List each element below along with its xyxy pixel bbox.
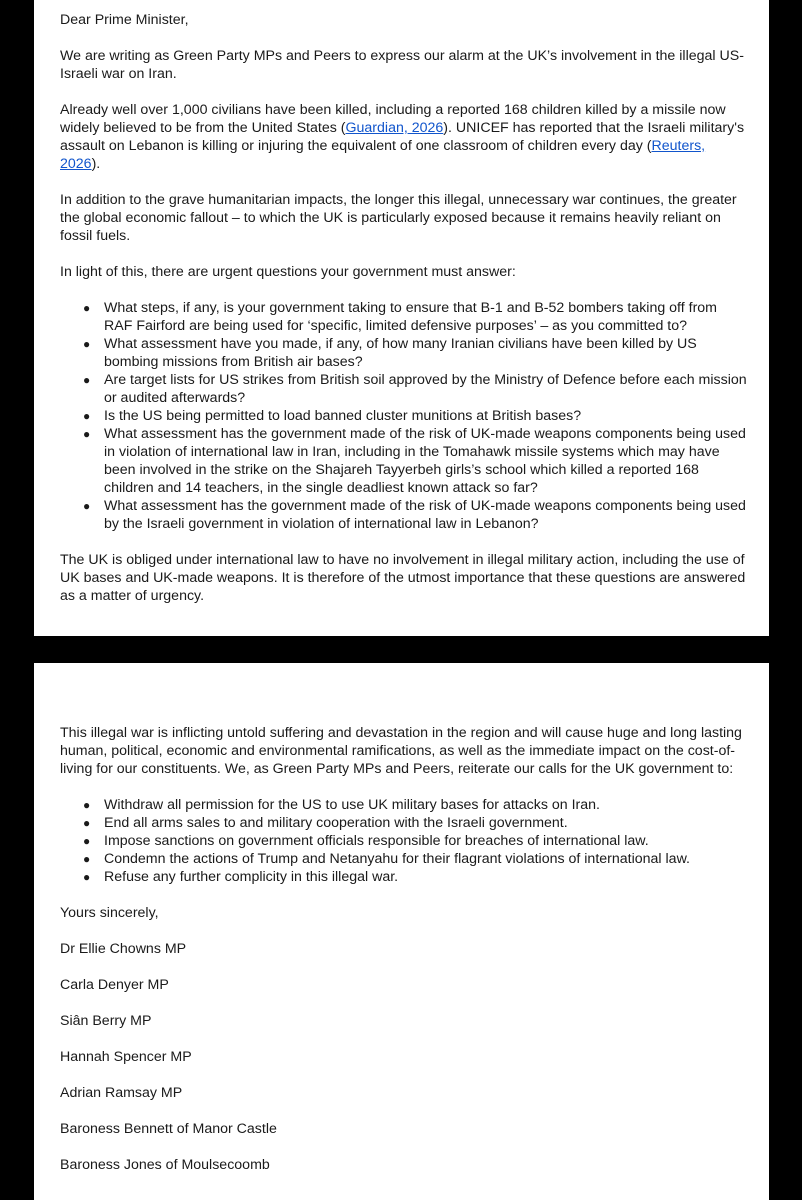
bullet-icon: ● [83, 798, 91, 812]
bullet-icon: ● [83, 499, 91, 513]
list-item [83, 335, 749, 371]
signatory: Siân Berry MP [60, 1013, 152, 1029]
guardian-link[interactable]: Guardian, 2026 [345, 120, 444, 136]
list-item-text: End all arms sales to and military cooperation with the Israeli government. [104, 815, 568, 831]
intro-paragraph: We are writing as Green Party MPs and Peers to express our alarm at the UK’s involvement in the illegal US-Israeli war on Iran. [60, 48, 744, 82]
casualties-text-c: ). [91, 156, 101, 172]
bullet-icon: ● [83, 834, 91, 848]
signoff: Yours sincerely, [60, 905, 159, 921]
casualties-text-a: Already well over 1,000 civilians have been killed, including a reported 168 children killed by a missile now widely believed to be from the United States ( [60, 102, 726, 136]
signatory: Dr Ellie Chowns MP [60, 941, 187, 957]
signatory: Carla Denyer MP [60, 977, 169, 993]
list-item-text: What assessment has the government made of the risk of UK-made weapons components being used in violation of international law in Iran, including in the Tomahawk missile systems which may have been involved in the strike on the Shajareh Tayyerbeh girls’s school which killed a reported 168 children and 14 teachers, in the single deadliest known attack so far? [104, 426, 746, 496]
list-item-text: Are target lists for US strikes from British soil approved by the Ministry of Defence before each mission or audited afterwards? [104, 372, 747, 406]
list-item [83, 796, 749, 814]
list-item [83, 850, 749, 868]
list-item-text: Impose sanctions on government officials responsible for breaches of international law. [104, 833, 649, 849]
salutation: Dear Prime Minister, [60, 12, 189, 28]
letter-page-2 [34, 663, 769, 1200]
list-item [83, 425, 749, 497]
reuters-link[interactable]: Reuters, 2026 [60, 138, 706, 172]
economic-paragraph: In addition to the grave humanitarian impacts, the longer this illegal, unnecessary war continues, the greater the global economic fallout – to which the UK is particularly exposed because it remains heavily reliant on fossil fuels. [60, 192, 737, 244]
signatory: Baroness Jones of Moulsecoomb [60, 1157, 270, 1173]
list-item [83, 407, 749, 425]
signatory: Baroness Bennett of Manor Castle [60, 1121, 277, 1137]
list-item-text: Refuse any further complicity in this illegal war. [104, 869, 399, 885]
list-item [83, 868, 749, 886]
bullet-icon: ● [83, 337, 91, 351]
demands-intro: This illegal war is inflicting untold suffering and devastation in the region and will cause huge and long lasting human, political, economic and environmental ramifications, as well as the immediate impact on the cost-of-living for our constituents. We, as Green Party MPs and Peers, reiterate our calls for the UK government to: [60, 725, 742, 777]
questions-intro: In light of this, there are urgent questions your government must answer: [60, 264, 516, 280]
signatory: Hannah Spencer MP [60, 1049, 192, 1065]
list-item [83, 832, 749, 850]
bullet-icon: ● [83, 852, 91, 866]
list-item-text: Withdraw all permission for the US to use UK military bases for attacks on Iran. [104, 797, 600, 813]
list-item [83, 814, 749, 832]
bullet-icon: ● [83, 409, 91, 423]
list-item-text: Is the US being permitted to load banned cluster munitions at British bases? [104, 408, 582, 424]
letter-page-1 [34, 0, 769, 636]
bullet-icon: ● [83, 373, 91, 387]
list-item [83, 497, 749, 533]
closing-paragraph: The UK is obliged under international law to have no involvement in illegal military action, including the use of UK bases and UK-made weapons. It is therefore of the utmost importance that these questions are answered as a matter of urgency. [60, 552, 746, 604]
list-item-text: What assessment have you made, if any, of how many Iranian civilians have been killed by US bombing missions from British air bases? [104, 336, 697, 370]
questions-list [60, 299, 749, 533]
bullet-icon: ● [83, 870, 91, 884]
signatory: Adrian Ramsay MP [60, 1085, 183, 1101]
demands-list [60, 796, 749, 886]
list-item-text: Condemn the actions of Trump and Netanyahu for their flagrant violations of international law. [104, 851, 690, 867]
bullet-icon: ● [83, 427, 91, 441]
casualties-paragraph [60, 101, 749, 173]
list-item [83, 299, 749, 335]
bullet-icon: ● [83, 301, 91, 315]
list-item-text: What steps, if any, is your government taking to ensure that B-1 and B-52 bombers taking off from RAF Fairford are being used for ‘specific, limited defensive purposes’ – as you committed to? [104, 300, 717, 334]
casualties-text-b: ). UNICEF has reported that the Israeli military's assault on Lebanon is killing or injuring the equivalent of one classroom of children every day ( [60, 120, 745, 154]
list-item [83, 371, 749, 407]
bullet-icon: ● [83, 816, 91, 830]
list-item-text: What assessment has the government made of the risk of UK-made weapons components being used by the Israeli government in violation of international law in Lebanon? [104, 498, 746, 532]
